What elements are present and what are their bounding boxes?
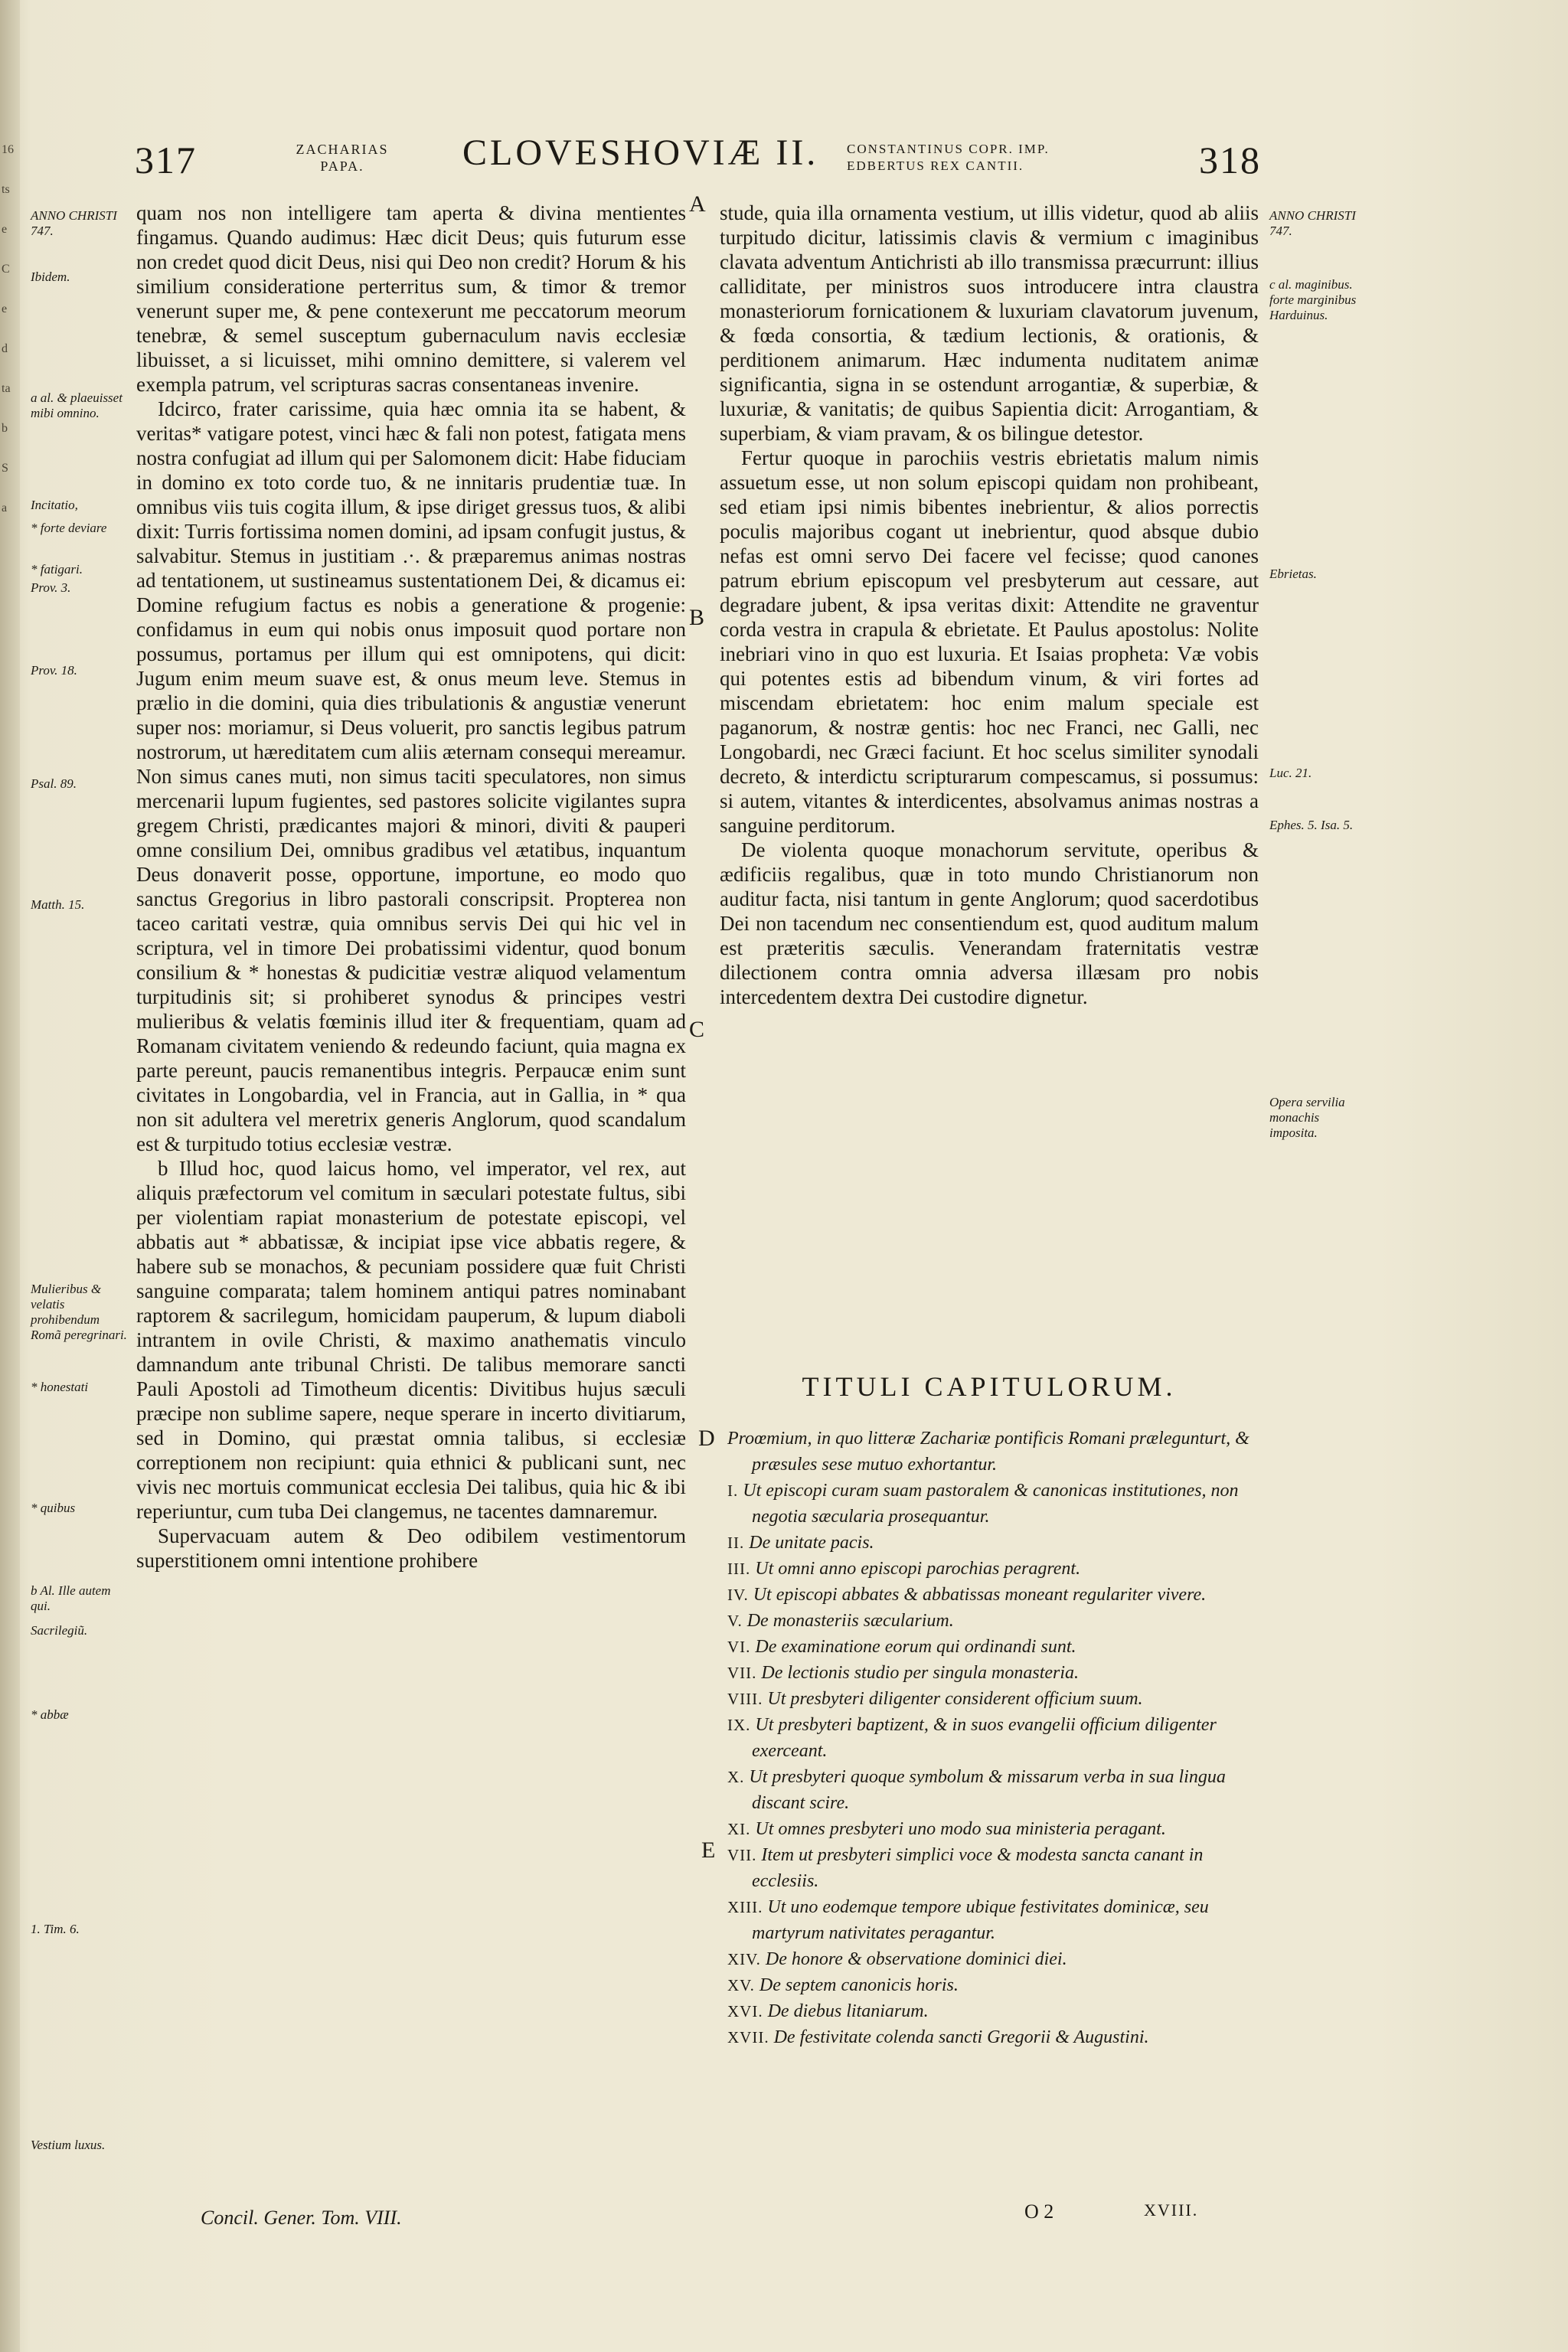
toc-entry	[727, 1556, 1259, 1582]
running-head-left-line1: ZACHARIAS	[296, 142, 389, 157]
page-number-left: 317	[135, 139, 197, 181]
toc-entry-number: III.	[727, 1560, 751, 1578]
left-margin-note-8: Prov. 18.	[31, 663, 77, 678]
right-margin-note-4: Luc. 21.	[1269, 766, 1312, 780]
section-letter-a: A	[689, 191, 706, 217]
catchword: XVIII.	[1144, 2200, 1199, 2220]
toc-entry	[727, 1634, 1259, 1660]
toc-entry	[727, 1608, 1259, 1634]
page-number-right: 318	[1199, 139, 1261, 181]
toc-entry-text: De honore & observatione dominici diei.	[765, 1949, 1067, 1969]
toc-entry-text: De festivitate colenda sancti Gregorii & Augustini.	[773, 2027, 1149, 2047]
toc-entry	[727, 1816, 1259, 1842]
edge-mark: 16	[2, 143, 14, 156]
toc-entry-number: XVII.	[727, 2028, 769, 2047]
toc-entry-text: Ut episcopi abbates & abbatissas moneant regulariter vivere.	[753, 1585, 1207, 1605]
signature-mark: O 2	[1024, 2200, 1054, 2223]
page-title: CLOVESHOVIÆ II.	[462, 132, 819, 173]
toc-entry-number: VII.	[727, 1664, 757, 1682]
facing-page-edge-text	[2, 130, 18, 528]
left-paragraph-4: Supervacuam autem & Deo odibilem vestimentorum superstitionem omni intentione prohibere	[136, 1524, 686, 1572]
toc-entry-number: XI.	[727, 1820, 751, 1838]
edge-mark: C	[2, 263, 10, 276]
running-head-right-line1: CONSTANTINUS COPR. IMP.	[847, 142, 1050, 156]
toc-entry	[727, 1426, 1259, 1478]
toc-entry-text: De monasteriis sæcularium.	[746, 1611, 954, 1631]
left-margin-note-15: Sacrilegiũ.	[31, 1623, 88, 1638]
toc-entry-number: IV.	[727, 1586, 749, 1604]
left-margin-note-14: b Al. Ille autem qui.	[31, 1583, 111, 1613]
toc-entry-number: XVI.	[727, 2002, 763, 2020]
toc-entry-text: Ut presbyteri quoque symbolum & missarum verba in sua lingua discant scire.	[749, 1767, 1226, 1813]
left-margin-note-17: 1. Tim. 6.	[31, 1922, 80, 1936]
right-paragraph-3: De violenta quoque monachorum servitute, operibus & ædificiis regalibus, quæ in toto mundo Christianorum non auditur facta, nisi tantum in gente Anglorum; quod sacerdotibus Dei non tacendum nec consentiendum est, quod auditum malum est præteritis sæculis. Venerandam fraternitatis vestræ dilectionem contra omnia adversa illæsam pro nobis intercedentem dextra Dei custodire dignetur.	[720, 838, 1259, 1008]
right-margin-note-2: c al. maginibus. forte marginibus Harduinus.	[1269, 277, 1357, 322]
edge-mark: e	[2, 223, 8, 236]
toc-entry-text: Item ut presbyteri simplici voce & modesta sancta canant in ecclesiis.	[752, 1845, 1204, 1891]
toc-entry	[727, 1478, 1259, 1530]
left-column	[136, 201, 686, 1573]
toc-entry	[727, 1530, 1259, 1556]
right-paragraph-2: Fertur quoque in parochiis vestris ebrietatis malum nimis assuetum esse, ut non solum episcopi quidam non prohibeant, sed etiam ipsi nimis bibentes inebrientur, & alios porrectis poculis majoribus cogant ut inebrientur, quod absque dubio nefas est omni servo Dei facere vel fecisse; quod canones patrum ebrium episcopum vel presbyterum aut cessare, aut degradare jubent, & ipsa veritas dixit: Attendite ne graventur corda vestra in crapula & ebrietate. Et Paulus apostolus: Nolite inebriari vino in quo est luxuria. Et Isaias propheta: Væ vobis qui potentes estis ad bibendum vinum, & viri fortes ad miscendam ebrietatem: hoc enim malum speciale est paganorum, & nostræ gentis: hoc nec Franci, nec Galli, nec Longobardi, nec Græci faciunt. Et hoc scelus similiter synodali decreto, & interdictu scripturarum compescamus, si possumus: si autem, vitantes & interdicentes, absolvamus animas nostras a sanguine perditorum.	[720, 446, 1259, 837]
edge-mark: b	[2, 422, 8, 435]
toc-entry-text: Proœmium, in quo litteræ Zachariæ pontificis Romani prælegunturt, & præsules sese mutuo exhortantur.	[727, 1429, 1250, 1475]
right-column	[720, 201, 1259, 1009]
toc-entry-text: Ut omni anno episcopi parochias peragrent.	[755, 1559, 1081, 1579]
right-paragraph-1: stude, quia illa ornamenta vestium, ut illis videtur, quod ab aliis turpitudo dicitur, latissimis clavis & vermium c imaginibus clavata adventum Antichristi ab illo transmissa præcurrunt: illius calliditate, per ministros suos introducere intra claustra monasteriorum fornicationem & luxuriam clavatorum juvenum, & fœda consortia, & tædium lectionis, & orationis, & perditionem animarum. Hæc indumenta nuditatem animæ significantia, signa in se ostendunt arrogantiæ, & superbiæ, & luxuriæ, & vanitatis; de quibus Sapientia dicit: Arrogantiam, & superbiam, & viam pravam, & os bilingue detestor.	[720, 201, 1259, 445]
toc-entry-text: De diebus litaniarum.	[767, 2001, 929, 2021]
section-letter-b: B	[689, 605, 705, 630]
toc-entry	[727, 1972, 1259, 1998]
section-letter-c: C	[689, 1017, 705, 1042]
toc-entry-number: VIII.	[727, 1690, 763, 1708]
toc-entry	[727, 1764, 1259, 1816]
left-margin-note-16: * abbæ	[31, 1707, 69, 1722]
toc-entry-text: De lectionis studio per singula monasteria.	[761, 1663, 1080, 1683]
running-head-right	[847, 141, 1191, 175]
left-margin-note-10: Matth. 15.	[31, 897, 85, 912]
left-paragraph-3: b Illud hoc, quod laicus homo, vel imperator, vel rex, aut aliquis præfectorum vel comitum in sæculari potestate fultus, sibi per violentiam rapiat monasterium de potestate episcopi, vel abbatis aut * abbatissæ, & incipiat ipse vice abbatis regere, & habere sub se monachos, & pecuniam possidere quæ fuit Christi sanguine comparata; talem hominem antiqui patres nominabant raptorem & sacrilegum, homicidam pauperum, & lupum diaboli intrantem in ovile Christi, & maximo anathematis vinculo damnandum ante tribunal Christi. De talibus memorare sancti Pauli Apostoli ad Timotheum dicentis: Divitibus hujus sæculi præcipe non sublime sapere, neque sperare in incerto divitiarum, sed in Domino, qui præstat omnia talibus, si ecclesiæ correptionem non recipiunt: quia ethnici & publicani sunt, nec vivis nec mortuis communicat ecclesia Dei talibus, quia hic & ibi reperiuntur, cum tuba Dei clangemus, ne tacentes damnaremur.	[136, 1157, 686, 1523]
toc-entry-number: II.	[727, 1534, 745, 1552]
section-letter-d: D	[698, 1426, 715, 1451]
toc-entry	[727, 1946, 1259, 1972]
toc-entry-text: Ut presbyteri baptizent, & in suos evangelii officium diligenter exerceant.	[752, 1715, 1217, 1761]
running-head-right-line2: EDBERTUS REX CANTII.	[847, 158, 1024, 173]
right-margin-note-6: Opera servilia monachis imposita.	[1269, 1095, 1345, 1140]
toc-entry-number: XIII.	[727, 1898, 763, 1916]
toc-entry-text: Ut omnes presbyteri uno modo sua ministeria peragant.	[755, 1819, 1166, 1839]
toc-entry-number: V.	[727, 1612, 743, 1630]
toc-title: TITULI CAPITULORUM.	[802, 1371, 1177, 1402]
section-letter-e: E	[701, 1838, 716, 1863]
running-head-left-line2: PAPA.	[320, 158, 364, 174]
left-paragraph-1: quam nos non intelligere tam aperta & divina mentientes fingamus. Quando audimus: Hæc dicit Deus; quis futurum esse non credet quod dicit Deus, nisi qui Deo non credit? Horum & his similium consideratione perterritus sum, & timor & tremor venerunt super me, & pene contexerunt me peccatorum meorum tenebræ, & semel susceptum gubernaculum navis ecclesiæ libuisset, a si licuisset, mihi omnino demittere, si valerem vel exempla patrum, vel scripturas sacras consentaneas invenire.	[136, 201, 686, 396]
toc-entry-number: VI.	[727, 1638, 751, 1656]
left-margin-note-2: Ibidem.	[31, 270, 70, 284]
toc-entry	[727, 1842, 1259, 1894]
edge-mark: e	[2, 302, 8, 315]
toc-entry-number: XV.	[727, 1976, 755, 1994]
left-paragraph-2: Idcirco, frater carissime, quia hæc omnia ita se habent, & veritas* vatigare potest, vinci hæc & fali non potest, fatigata mens nostra confugiat ad illum qui per Salomonem dicit: Habe fiduciam in domino ex toto corde tuo, & ne innitaris prudentiæ tuæ. In omnibus viis tuis cogita illum, & ipse diriget gressus tuos, & alibi dixit: Turris fortissima nomen domini, ad ipsam confugit justus, & salvabitur. Stemus in justitiam .·. & præparemus animas nostras ad tentationem, ut sustineamus sustentationem Dei, & dicamus ei: Domine refugium factus es nobis a generatione & progenie: confidamus in eum qui nobis onus imposuit quod portare non possumus, portamus per illum qui est omnipotens, qui dicit: Jugum enim meum suave est, & onus meum leve. Stemus in prælio in die domini, quia dies tribulationis & angustiæ venerunt super nos: moriamur, si Deus voluerit, pro sanctis legibus patrum nostrorum, ut hæreditatem cum aliis æternam consequi mereamur. Non simus canes muti, non simus taciti speculatores, non simus mercenarii lupum fugientes, sed pastores solicite vigilantes supra gregem Christi, prædicantes majori & minori, diviti & pauperi omne consilium Dei, omnibus gradibus vel ætatibus, inquantum Deus donaverit posse, opportune, importune, eo modo quo sanctus Gregorius in libro pastorali conscripsit. Propterea non taceo caritati vestræ, quia omnibus servis Dei qui hic vel in scriptura, vel in timore Dei probatissimi videntur, quod bonum consilium & * honestas & pudicitiæ vestræ aliquod velamentum turpitudinis sit; si prohiberet synodus & principes vestri mulieribus & velatis fœminis illud iter & frequentiam, quam ad Romanam civitatem veniendo & redeundo faciunt, quia magna ex parte pereunt, paucis remanentibus integris. Perpaucæ enim sunt civitates in Longobardia, vel in Francia, aut in Gallia, in * qua non sit adultera vel meretrix generis Anglorum, quod scandalum est & turpitudo totius ecclesiæ vestræ.	[136, 397, 686, 1155]
toc-entry-text: Ut uno eodemque tempore ubique festivitates dominicæ, seu martyrum nativitates peragantur.	[752, 1897, 1209, 1943]
left-margin-note-11: Mulieribus & velatis prohibendum Romã peregrinari.	[31, 1282, 127, 1342]
edge-mark: d	[2, 342, 8, 355]
left-margin-note-6: * fatigari.	[31, 562, 83, 577]
toc-entry-text: Ut episcopi curam suam pastoralem & canonicas institutiones, non negotia sæcularia prosequantur.	[743, 1481, 1239, 1527]
toc-entry	[727, 1712, 1259, 1764]
right-margin-note-5: Ephes. 5. Isa. 5.	[1269, 818, 1354, 832]
left-margin-note-4: Incitatio,	[31, 498, 78, 512]
edge-mark: S	[2, 462, 8, 475]
toc-list	[727, 1426, 1259, 2050]
toc-entry-number: VII.	[727, 1846, 757, 1864]
left-margin-note-18: Vestium luxus.	[31, 2138, 106, 2152]
toc-entry	[727, 2024, 1259, 2050]
toc-entry-text: De examinatione eorum qui ordinandi sunt.	[755, 1637, 1076, 1657]
running-head-left	[277, 141, 407, 175]
toc-entry-text: De unitate pacis.	[749, 1533, 874, 1553]
left-margin-note-1: ANNO CHRISTI 747.	[31, 208, 117, 238]
left-margin-note-7: Prov. 3.	[31, 580, 71, 595]
toc-entry	[727, 1686, 1259, 1712]
left-margin-note-5: * forte deviare	[31, 521, 107, 535]
left-margin-note-12: * honestati	[31, 1380, 89, 1394]
left-margin-note-13: * quibus	[31, 1501, 76, 1515]
toc-entry-text: De septem canonicis horis.	[759, 1975, 959, 1995]
toc-entry-number: XIV.	[727, 1950, 761, 1968]
right-margin-note-1: ANNO CHRISTI 747.	[1269, 208, 1356, 238]
edge-mark: ta	[2, 382, 11, 395]
toc-entry-number: X.	[727, 1768, 745, 1786]
toc-entry	[727, 1582, 1259, 1608]
toc-entry-number: IX.	[727, 1716, 751, 1734]
left-margin-note-9: Psal. 89.	[31, 776, 77, 791]
edge-mark: ts	[2, 183, 10, 196]
left-margin-note-3: a al. & plaeuisset mibi omnino.	[31, 390, 122, 420]
signature-line: Concil. Gener. Tom. VIII.	[201, 2207, 402, 2229]
toc-entry	[727, 1660, 1259, 1686]
right-margin-note-3: Ebrietas.	[1269, 567, 1317, 581]
edge-mark: a	[2, 501, 8, 514]
toc-entry	[727, 1894, 1259, 1946]
toc-entry-number: I.	[727, 1481, 739, 1500]
toc-entry	[727, 1998, 1259, 2024]
toc-entry-text: Ut presbyteri diligenter considerent officium suum.	[767, 1689, 1143, 1709]
